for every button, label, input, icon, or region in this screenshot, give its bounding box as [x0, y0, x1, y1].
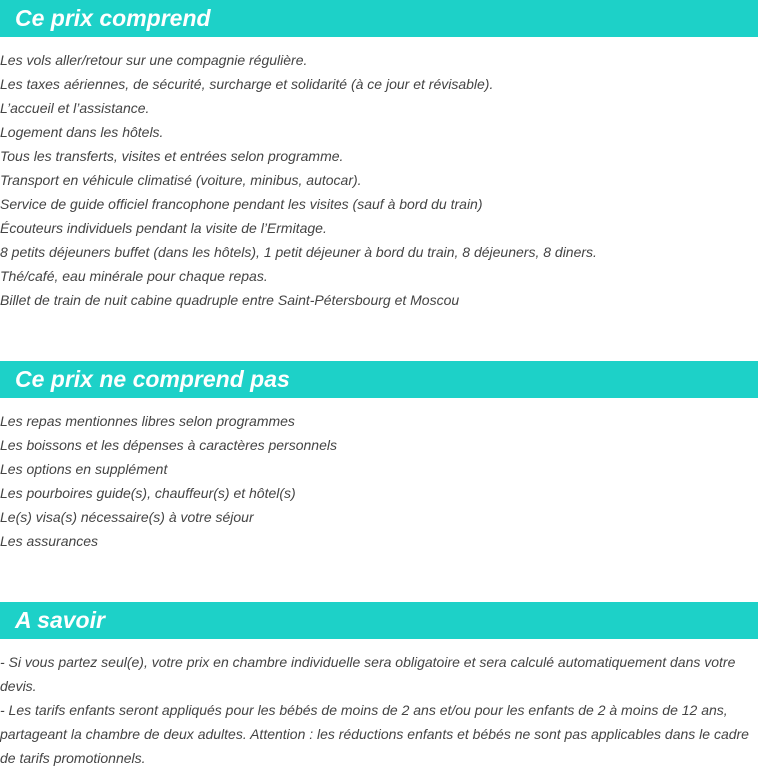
section-header-included	[0, 0, 758, 37]
list-item: Transport en véhicule climatisé (voiture, minibus, autocar).	[0, 172, 362, 188]
list-item: Tous les transferts, visites et entrées selon programme.	[0, 148, 344, 164]
list-item: Les vols aller/retour sur une compagnie régulière.	[0, 52, 308, 68]
list-item: Les assurances	[0, 533, 99, 549]
section-title-info: A savoir	[15, 607, 105, 633]
info-paragraph: - Les tarifs enfants seront appliqués pour les bébés de moins de 2 ans et/ou pour les enfants de 2 à moins de 12 ans, partageant la chambre de deux adultes. Attention : les réductions enfants et bébés ne sont pas applicables dans le cadre de tarifs promotionnels.	[0, 702, 749, 766]
section-header-info	[0, 602, 758, 639]
section-header-excluded	[0, 361, 758, 398]
info-paragraphs	[0, 650, 750, 770]
list-item: Les taxes aériennes, de sécurité, surcharge et solidarité (à ce jour et révisable).	[0, 76, 494, 92]
list-item: Service de guide officiel francophone pendant les visites (sauf à bord du train)	[0, 196, 483, 212]
list-item: L’accueil et l’assistance.	[0, 100, 150, 116]
list-item: Thé/café, eau minérale pour chaque repas.	[0, 268, 268, 284]
list-item: Les pourboires guide(s), chauffeur(s) et hôtel(s)	[0, 485, 296, 501]
list-item: Les repas mentionnes libres selon programmes	[0, 413, 295, 429]
list-item: 8 petits déjeuners buffet (dans les hôtels), 1 petit déjeuner à bord du train, 8 déjeuners, 8 diners.	[0, 244, 597, 260]
list-item: Logement dans les hôtels.	[0, 124, 164, 140]
list-item: Les options en supplément	[0, 461, 168, 477]
list-item: Écouteurs individuels pendant la visite de l’Ermitage.	[0, 220, 327, 236]
included-list	[0, 48, 758, 312]
excluded-list	[0, 409, 758, 553]
section-title-included: Ce prix comprend	[15, 5, 211, 31]
list-item: Le(s) visa(s) nécessaire(s) à votre séjour	[0, 509, 254, 525]
list-item: Billet de train de nuit cabine quadruple entre Saint-Pétersbourg et Moscou	[0, 292, 460, 308]
list-item: Les boissons et les dépenses à caractères personnels	[0, 437, 337, 453]
info-paragraph: - Si vous partez seul(e), votre prix en chambre individuelle sera obligatoire et sera calculé automatiquement dans votre devis.	[0, 654, 736, 694]
section-title-excluded: Ce prix ne comprend pas	[15, 366, 290, 392]
